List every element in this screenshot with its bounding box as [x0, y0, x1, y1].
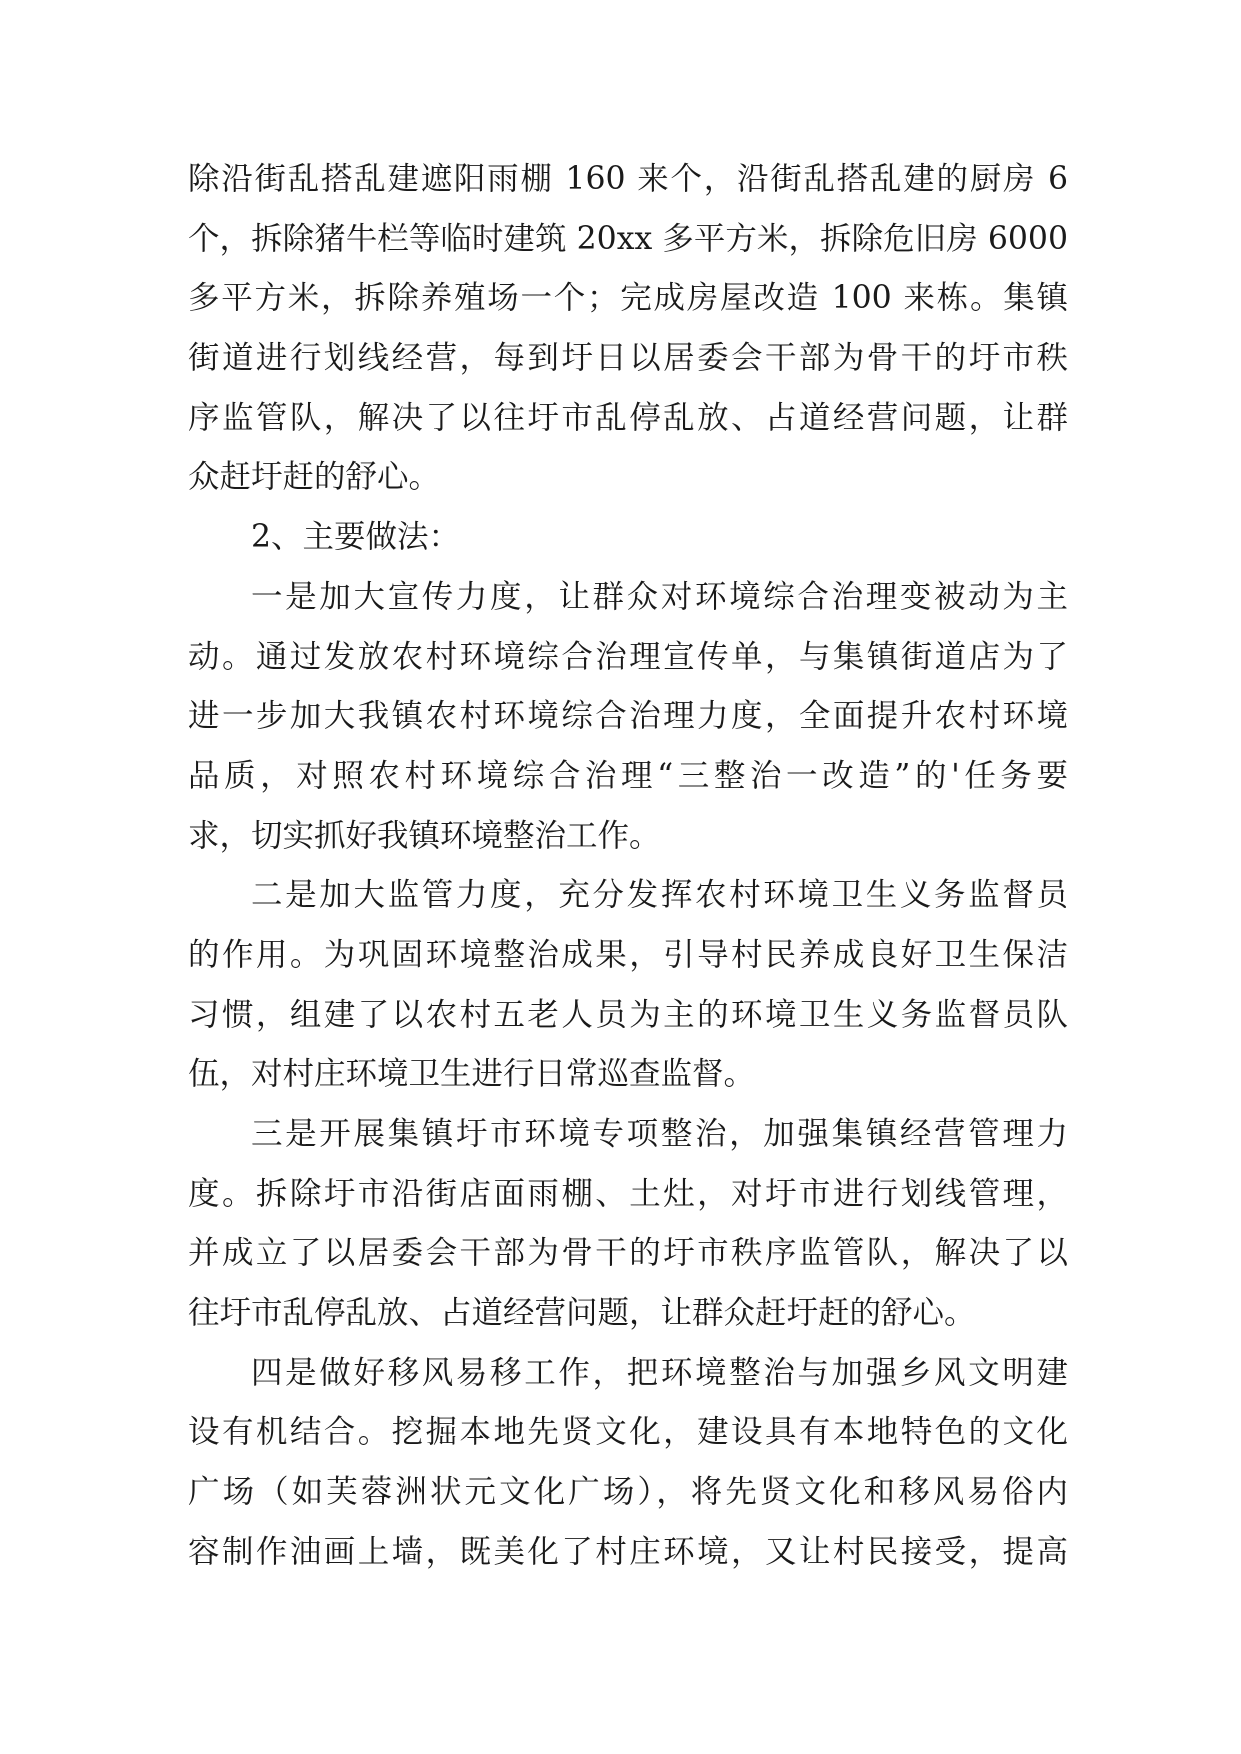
document-body [188, 150, 1068, 1583]
text-line: 个，拆除猪牛栏等临时建筑 20xx 多平方米，拆除危旧房 6000 [188, 220, 1068, 257]
text-line: 并成立了以居委会干部为骨干的圩市秩序监管队，解决了以 [188, 1235, 1068, 1272]
text-line: 的作用。为巩固环境整治成果，引导村民养成良好卫生保洁 [188, 936, 1068, 973]
text-line: 一是加大宣传力度，让群众对环境综合治理变被动为主 [251, 578, 1068, 615]
text-line: 往圩市乱停乱放、占道经营问题，让群众赶圩赶的舒心。 [188, 1295, 976, 1332]
text-line: 四是做好移风易移工作，把环境整治与加强乡风文明建 [251, 1354, 1068, 1391]
text-line: 习惯，组建了以农村五老人员为主的环境卫生义务监督员队 [188, 996, 1068, 1033]
text-line: 求，切实抓好我镇环境整治工作。 [188, 817, 661, 854]
text-line: 度。拆除圩市沿街店面雨棚、土灶，对圩市进行划线管理， [188, 1175, 1068, 1212]
paragraph [188, 866, 1068, 1105]
paragraph [188, 150, 1068, 508]
paragraph [188, 1344, 1068, 1583]
text-line: 进一步加大我镇农村环境综合治理力度，全面提升农村环境 [188, 698, 1068, 735]
text-line: 品质，对照农村环境综合治理“三整治一改造”的'任务要 [188, 757, 1068, 794]
text-line: 二是加大监管力度，充分发挥农村环境卫生义务监督员 [251, 877, 1068, 914]
paragraph [188, 568, 1068, 866]
text-line: 伍，对村庄环境卫生进行日常巡查监督。 [188, 1056, 756, 1093]
text-line: 容制作油画上墙，既美化了村庄环境，又让村民接受，提高 [188, 1533, 1068, 1570]
text-line: 街道进行划线经营，每到圩日以居委会干部为骨干的圩市秩 [188, 340, 1068, 377]
text-line: 广场（如芙蓉洲状元文化广场），将先贤文化和移风易俗内 [188, 1474, 1068, 1511]
text-line: 多平方米，拆除养殖场一个；完成房屋改造 100 来栋。集镇 [188, 280, 1068, 317]
text-line: 众赶圩赶的舒心。 [188, 459, 441, 496]
text-line: 三是开展集镇圩市环境专项整治，加强集镇经营管理力 [251, 1116, 1068, 1152]
section-heading [188, 508, 1068, 568]
paragraph [188, 1105, 1068, 1344]
text-line: 序监管队，解决了以往圩市乱停乱放、占道经营问题，让群 [188, 399, 1068, 436]
heading-line: 2、主要做法： [251, 519, 461, 556]
text-line: 除沿街乱搭乱建遮阳雨棚 160 来个，沿街乱搭乱建的厨房 6 [188, 161, 1068, 197]
text-line: 动。通过发放农村环境综合治理宣传单，与集镇街道店为了 [188, 638, 1068, 675]
text-line: 设有机结合。挖掘本地先贤文化，建设具有本地特色的文化 [188, 1414, 1068, 1451]
